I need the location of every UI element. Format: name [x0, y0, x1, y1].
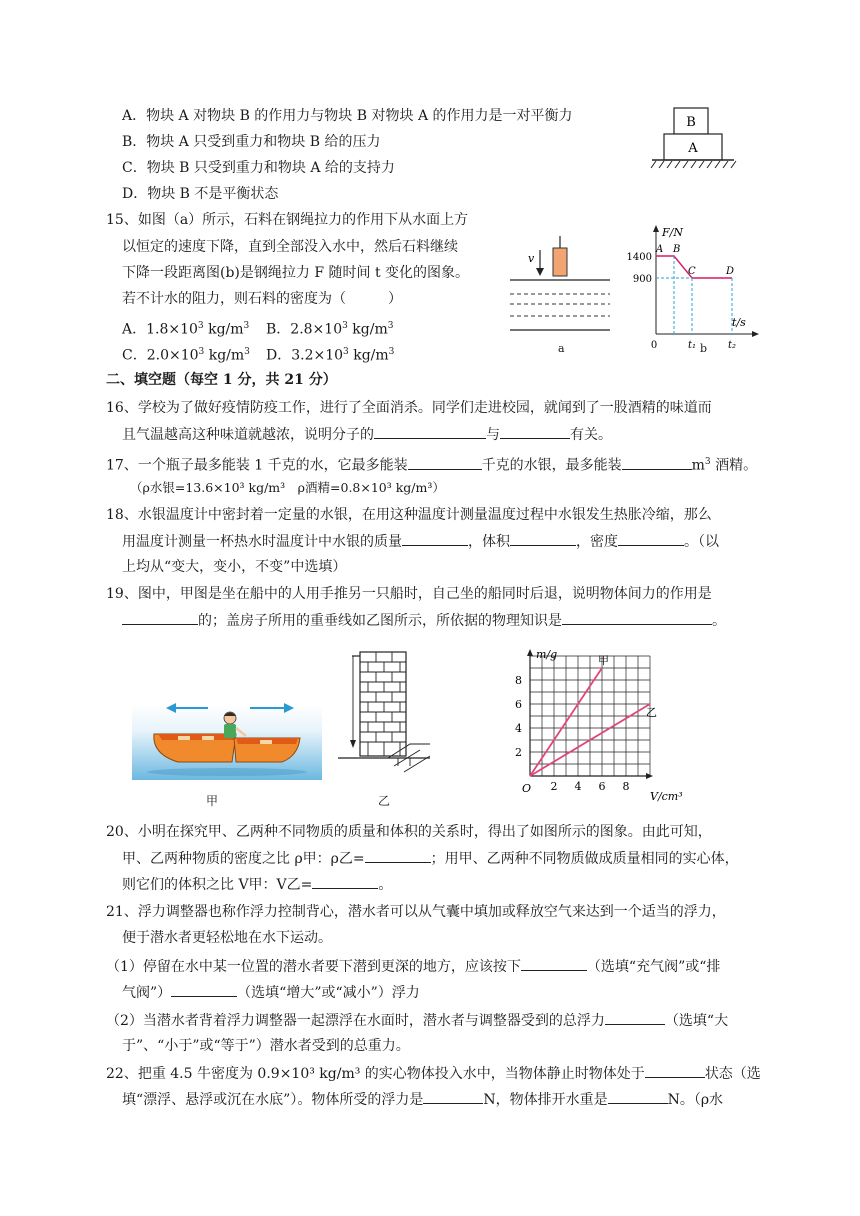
block-a-label: A — [688, 141, 698, 156]
x-tick-6: 6 — [598, 780, 606, 793]
q14-option-a: A．物块 A 对物块 B 的作用力与物块 B 对物块 A 的作用力是一对平衡力 — [122, 108, 573, 124]
q16-blank-1[interactable] — [374, 424, 486, 439]
q20-line-2: 甲、乙两种物质的密度之比 ρ甲：ρ乙= ；用甲、乙两种不同物质做成质量相同的实心体， — [122, 848, 739, 869]
tick-900: 900 — [632, 274, 652, 285]
x-tick-4: 4 — [574, 780, 582, 793]
q19-boat-figure — [132, 682, 322, 780]
q14-option-c: C．物块 B 只受到重力和物块 A 给的支持力 — [122, 160, 395, 176]
q18-blank-volume[interactable] — [510, 531, 576, 546]
q22-line-2: 填“漂浮、悬浮或沉在水底”）。物体所受的浮力是 N，物体排开水重是 N。（ρ水 — [122, 1089, 723, 1110]
q21-blank-buoyancy-change[interactable] — [171, 982, 237, 997]
q20-line-3: 则它们的体积之比 V甲：V乙= 。 — [122, 874, 392, 895]
brick-wall — [360, 652, 406, 756]
m-axis-label: m/g — [536, 648, 558, 661]
q16-line-1: 16、学校为了做好疫情防疫工作，进行了全面消杀。同学们走进校园，就闻到了一股酒精的味道而 — [106, 400, 712, 416]
x-tick-8: 8 — [622, 780, 630, 793]
q14-option-b: B．物块 A 只受到重力和物块 B 给的压力 — [122, 134, 381, 150]
q15-option-c: C．$2.0\times 10^3$ $kg/m^3$ — [122, 347, 250, 364]
q21-part-1-line-1: （1）停留在水中某一位置的潜水者要下潜到更深的地方，应该按下 （选填“充气阀”或“排 — [106, 956, 720, 977]
point-a: A — [656, 244, 664, 255]
point-c: C — [688, 266, 696, 277]
q20-line-1: 20、小明在探究甲、乙两种不同物质的质量和体积的关系时，得出了如图所示的图象。由此可知， — [106, 824, 712, 840]
q15-line-3: 下降一段距离图(b)是钢绳拉力 F 随时间 t 变化的图象。 — [122, 265, 470, 281]
q16-line-2: 且气温越高这种味道就越浓，说明分子的 与 有关。 — [122, 424, 612, 445]
origin-label: 0 — [650, 340, 658, 351]
q15-figure-a-caption: a — [558, 342, 565, 355]
q19-caption-yi: 乙 — [378, 794, 391, 808]
graph-origin: O — [522, 782, 532, 795]
series-label-jia: 甲 — [598, 654, 609, 667]
q19-line-1: 19、图中，甲图是坐在船中的人用手推另一只船时，自己坐的船同时后退，说明物体间力的作用是 — [106, 586, 712, 602]
q17-line-2: （ρ水银=13.6×10³ kg/m³ ρ酒精=0.8×10³ kg/m³） — [130, 480, 445, 495]
q15-line-1: 15、如图（a）所示，石料在钢绳拉力的作用下从水面上方 — [106, 212, 469, 228]
stone-block — [553, 248, 567, 276]
q22-blank-state[interactable] — [645, 1063, 705, 1078]
q15-figure-b — [626, 222, 760, 352]
velocity-arrow-head — [536, 268, 544, 276]
q15-option-d: D．$3.2\times 10^3$ $kg/m^3$ — [266, 347, 395, 364]
v-axis-label: V/cm³ — [650, 790, 683, 803]
q21-part-2-line-1: （2）当潜水者背着浮力调整器一起漂浮在水面时，潜水者与调整器受到的总浮力 （选填“大 — [106, 1010, 728, 1031]
q21-line-2: 便于潜水者更轻松地在水下运动。 — [122, 930, 332, 946]
point-b: B — [673, 244, 681, 255]
q19-line-2: 的；盖房子所用的重垂线如乙图所示，所依据的物理知识是 。 — [122, 610, 726, 631]
q19-blank-1[interactable] — [122, 610, 198, 625]
q17-line-1: 17、一个瓶子最多能装 1 千克的水，它最多能装 千克的水银，最多能装 $m^3$ 酒精。 — [106, 452, 757, 476]
ground-hatching — [651, 161, 736, 168]
q18-blank-density[interactable] — [618, 531, 684, 546]
q22-blank-displaced-weight[interactable] — [608, 1089, 668, 1104]
q17-blank-1[interactable] — [408, 455, 482, 470]
f-axis-label: F/N — [662, 226, 683, 239]
q20-blank-volume-ratio[interactable] — [312, 874, 378, 889]
tick-1400: 1400 — [626, 252, 652, 263]
q18-line-3: 上均从“变大，变小，不变”中选填） — [122, 559, 347, 575]
q22-blank-buoyancy[interactable] — [423, 1089, 483, 1104]
q21-blank-valve[interactable] — [521, 956, 587, 971]
tick-t1: t₁ — [687, 340, 697, 351]
section-2-heading: 二、填空题（每空 1 分，共 21 分） — [106, 372, 337, 388]
q17-blank-2[interactable] — [622, 455, 692, 470]
y-tick-2: 2 — [515, 746, 522, 759]
q19-caption-jia: 甲 — [206, 794, 219, 808]
y-tick-8: 8 — [515, 674, 522, 687]
q18-blank-mass[interactable] — [402, 531, 468, 546]
q21-part-1-line-2: 气阀”） （选填“增大”或“减小”）浮力 — [122, 982, 420, 1003]
y-tick-4: 4 — [515, 722, 522, 735]
q21-part-2-line-2: 于”、“小于”或“等于”）潜水者受到的总重力。 — [122, 1038, 410, 1054]
q15-option-a: A．$1.8\times 10^3$ $kg/m^3$ — [122, 321, 250, 338]
q21-blank-compare[interactable] — [605, 1010, 665, 1025]
q22-line-1: 22、把重 4.5 牛密度为 0.9×10³ kg/m³ 的实心物体投入水中，当物体静止时物体处于 状态（选 — [106, 1063, 761, 1084]
t-axis-label: t/s — [732, 316, 746, 329]
q15-line-4: 若不计水的阻力，则石料的密度为（ ） — [122, 291, 402, 307]
q20-blank-density-ratio[interactable] — [365, 848, 431, 863]
velocity-label: v — [528, 252, 535, 265]
q19-wall-figure — [338, 648, 432, 776]
tick-t2: t₂ — [727, 340, 737, 351]
q15-option-b: B．$2.8\times 10^3$ $kg/m^3$ — [266, 321, 394, 338]
plumb-bob — [350, 740, 356, 748]
q14-blocks-figure — [648, 104, 738, 176]
q15-figure-a — [506, 236, 614, 354]
graph-grid — [530, 656, 650, 776]
q15-line-2: 以恒定的速度下降，直到全部没入水中，然后石料继续 — [122, 239, 458, 255]
block-b-label: B — [686, 115, 696, 130]
q21-line-1: 21、浮力调整器也称作浮力控制背心，潜水者可以从气囊中填加或释放空气来达到一个适当的浮力， — [106, 904, 726, 920]
x-tick-2: 2 — [550, 780, 558, 793]
series-label-yi: 乙 — [646, 706, 657, 719]
point-d: D — [726, 266, 735, 277]
y-tick-6: 6 — [515, 698, 522, 711]
q18-line-2: 用温度计测量一杯热水时温度计中水银的质量 ，体积 ，密度 。（以 — [122, 531, 719, 552]
q16-blank-2[interactable] — [500, 424, 570, 439]
mass-volume-graph — [500, 646, 700, 806]
person-body — [224, 724, 236, 738]
q15-figure-b-caption: b — [700, 342, 708, 355]
q18-line-1: 18、水银温度计中密封着一定量的水银，在用这种温度计测量温度过程中水银发生热胀冷缩，那么 — [106, 507, 712, 523]
q14-option-d: D．物块 B 不是平衡状态 — [122, 186, 279, 202]
q19-blank-2[interactable] — [562, 610, 712, 625]
